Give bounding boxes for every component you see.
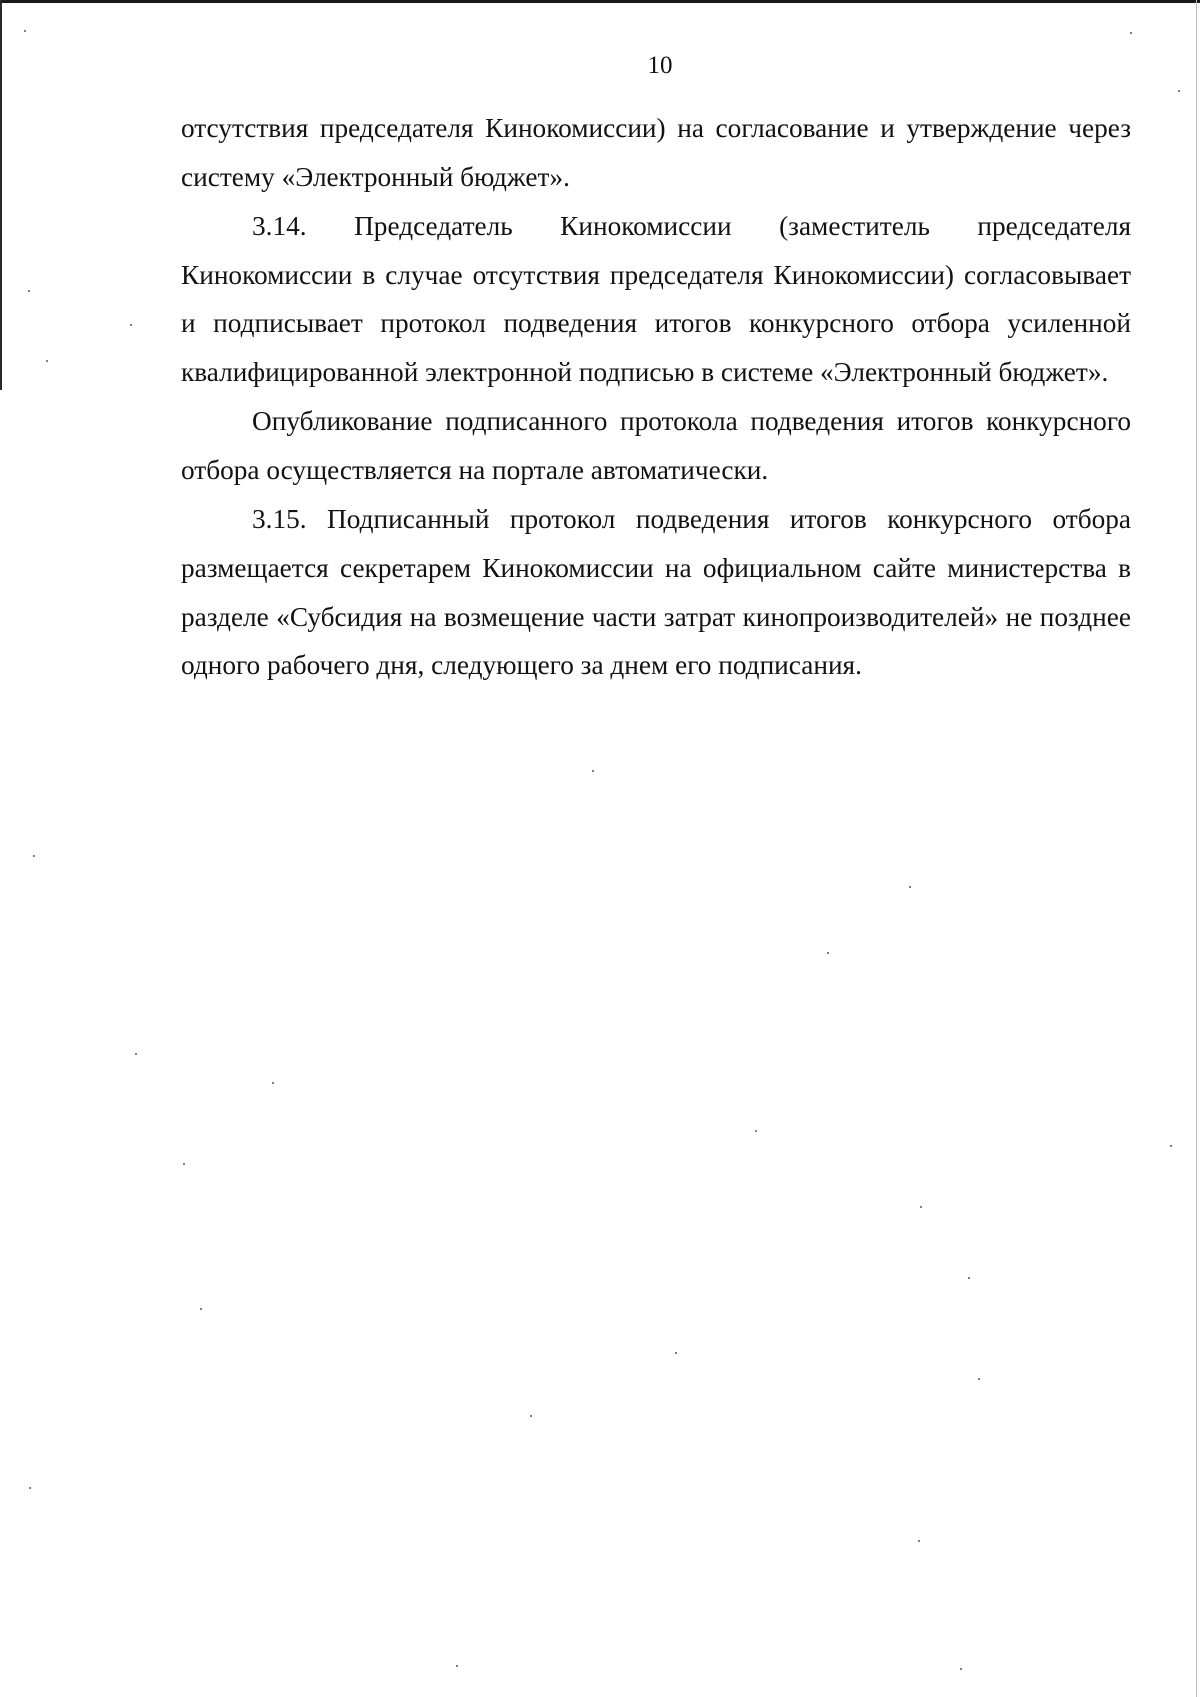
scan-speck bbox=[24, 30, 26, 32]
scan-speck bbox=[592, 770, 594, 772]
scan-speck bbox=[46, 360, 48, 362]
scan-speck bbox=[909, 886, 911, 888]
item-3-14-first-line bbox=[181, 202, 1131, 251]
scan-speck bbox=[968, 1277, 970, 1279]
scan-edge-right bbox=[1196, 0, 1197, 1697]
scan-speck bbox=[135, 1053, 137, 1055]
scan-speck bbox=[1130, 32, 1132, 34]
scan-speck bbox=[918, 1540, 920, 1542]
paragraph-item-3-15: 3.15. Подписанный протокол подведения итогов конкурсного отбора размещается секретарем Кинокомиссии на официальном сайте министерства в разделе «Субсидия на возмещение части затрат кинопроизводителей» не позднее одного рабочего дня, следующего за днем его подписания. bbox=[181, 504, 1131, 681]
scan-speck bbox=[1178, 90, 1180, 92]
paragraph-item-3-14 bbox=[181, 202, 1131, 397]
scan-speck bbox=[29, 1487, 31, 1489]
scan-speck bbox=[183, 1163, 185, 1165]
scan-speck bbox=[960, 1668, 962, 1670]
document-body bbox=[181, 104, 1131, 690]
scan-speck bbox=[530, 1415, 532, 1417]
scan-speck bbox=[827, 952, 829, 954]
scan-speck bbox=[130, 324, 132, 326]
page-number: 10 bbox=[647, 52, 673, 79]
paragraph-continuation: отсутствия председателя Кинокомиссии) на согласование и утверждение через систему «Электронный бюджет». bbox=[181, 113, 1131, 192]
item-number-3-14: 3.14. bbox=[252, 210, 307, 241]
scan-speck bbox=[920, 1206, 922, 1208]
scan-speck bbox=[272, 1082, 274, 1084]
paragraph-publication: Опубликование подписанного протокола подведения итогов конкурсного отбора осуществляется на портале автоматически. bbox=[181, 406, 1131, 485]
scan-speck bbox=[33, 855, 35, 857]
scan-edge-top bbox=[0, 0, 1200, 3]
item-3-14-first-line-text: Председатель Кинокомиссии (заместитель председателя bbox=[354, 210, 1131, 241]
scan-speck bbox=[28, 290, 30, 292]
scan-speck bbox=[200, 1308, 202, 1310]
scan-speck bbox=[978, 1378, 980, 1380]
item-3-14-body: Кинокомиссии в случае отсутствия председателя Кинокомиссии) согласовывает и подписывает протокол подведения итогов конкурсного отбора усиленной квалифицированной электронной подписью в системе «Электронный бюджет». bbox=[181, 259, 1131, 388]
scan-speck bbox=[1170, 1145, 1172, 1147]
scan-speck bbox=[755, 1130, 757, 1132]
scan-speck bbox=[456, 1665, 458, 1667]
scan-speck bbox=[675, 1352, 677, 1354]
